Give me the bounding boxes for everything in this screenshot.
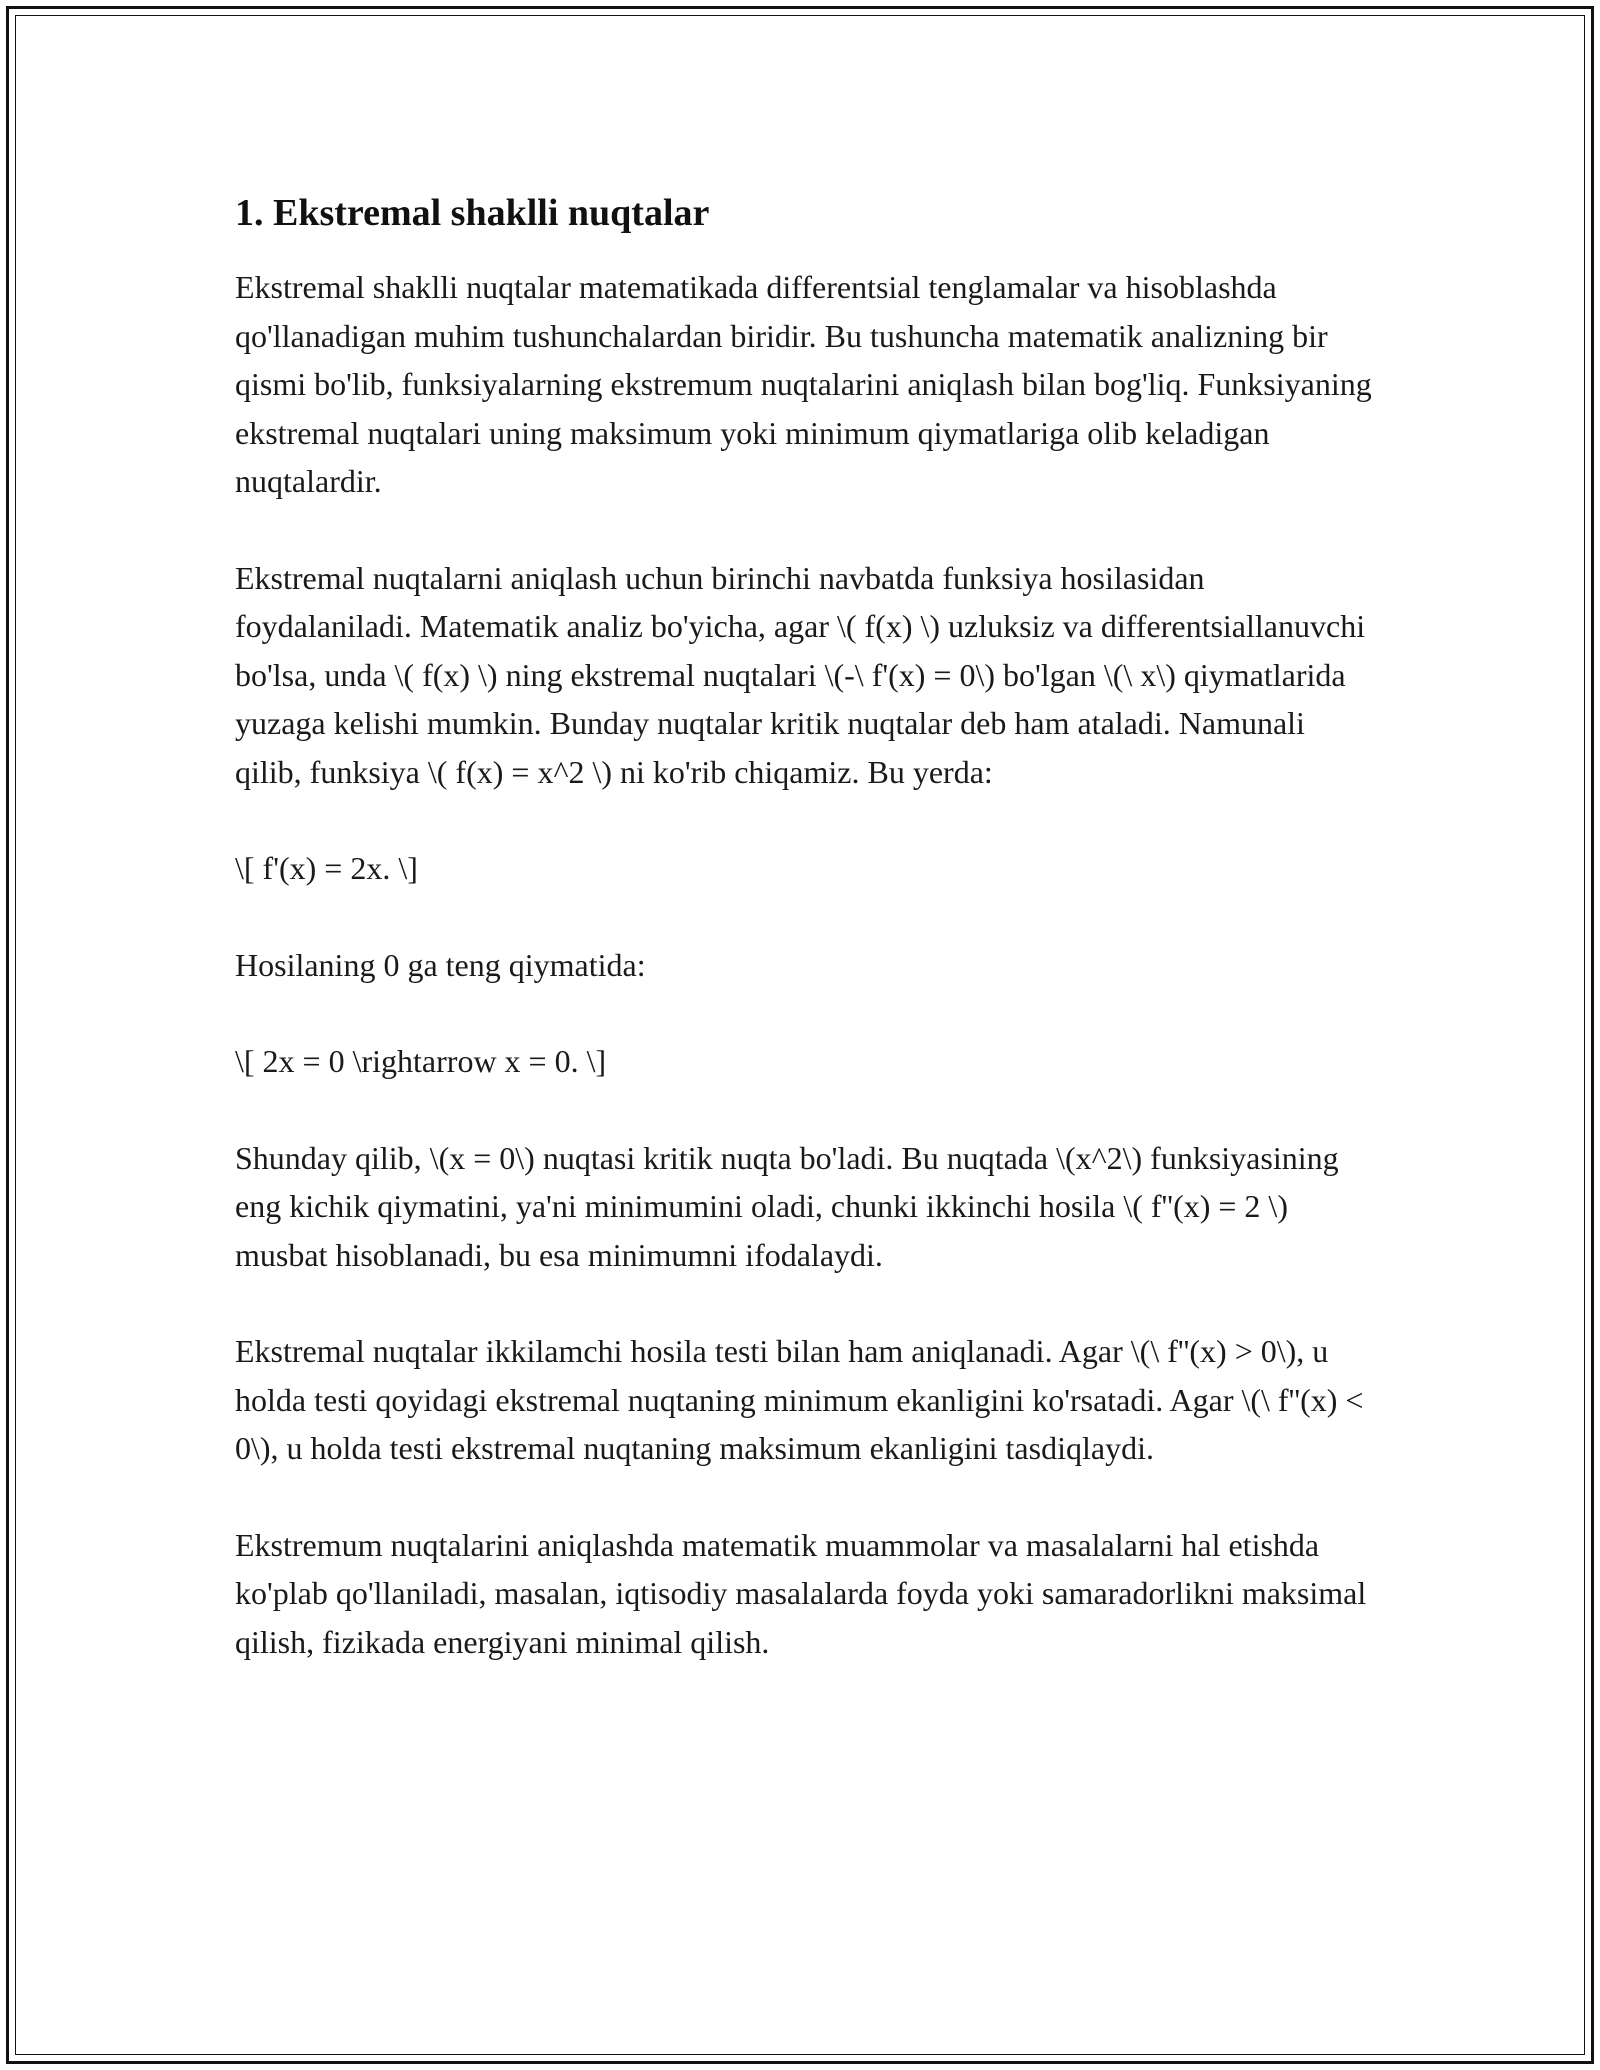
section-heading: 1. Ekstremal shaklli nuqtalar [235, 192, 710, 234]
paragraph-derivative-method: Ekstremal nuqtalarni aniqlash uchun birinchi navbatda funksiya hosilasidan foydalaniladi. Matematik analiz bo'yicha, agar \( f(x) \) uzluksiz va differentsiallanuvchi bo'lsa, unda \( f(x) \) ning ekstremal nuqtalari \(-\ f'(x) = 0\) bo'lgan \(\ x\) qiymatlarida yuzaga kelishi mumkin. Bunday nuqtalar kritik nuqtalar deb ham ataladi. Namunali qilib, funksiya \( f(x) = x^2 \) ni ko'rib chiqamiz. Bu yerda: [235, 559, 1366, 790]
paragraph-critical-point: Shunday qilib, \(x = 0\) nuqtasi kritik nuqta bo'ladi. Bu nuqtada \(x^2\) funksiyasining eng kichik qiymatini, ya'ni minimumini oladi, chunki ikkinchi hosila \( f''(x) = 2 \) musbat hisoblanadi, bu esa minimumni ifodalaydi. [235, 1139, 1339, 1273]
paragraph-zero-derivative: Hosilaning 0 ga teng qiymatida: [235, 946, 646, 983]
formula-first-derivative: \[ f'(x) = 2x. \] [235, 850, 418, 886]
paragraph-applications: Ekstremum nuqtalarini aniqlashda matematik muammolar va masalalarni hal etishda ko'plab qo'llaniladi, masalan, iqtisodiy masalalarda foyda yoki samaradorlikni maksimal qilish, fizikada energiyani minimal qilish. [235, 1526, 1367, 1660]
document-body [235, 185, 1375, 1714]
paragraph-second-derivative-test: Ekstremal nuqtalar ikkilamchi hosila testi bilan ham aniqlanadi. Agar \(\ f''(x) > 0\), u holda testi qoyidagi ekstremal nuqtaning minimum ekanligini ko'rsatadi. Agar \(\ f''(x) < 0\), u holda testi ekstremal nuqtaning maksimum ekanligini tasdiqlaydi. [235, 1333, 1364, 1466]
paragraph-intro: Ekstremal shaklli nuqtalar matematikada differentsial tenglamalar va hisoblashda qo'llanadigan muhim tushunchalardan biridir. Bu tushuncha matematik analizning bir qismi bo'lib, funksiyalarning ekstremum nuqtalarini aniqlash bilan bog'liq. Funksiyaning ekstremal nuqtalari uning maksimum yoki minimum qiymatlariga olib keladigan nuqtalardir. [235, 269, 1372, 499]
formula-solve-zero: \[ 2x = 0 \rightarrow x = 0. \] [235, 1043, 607, 1079]
